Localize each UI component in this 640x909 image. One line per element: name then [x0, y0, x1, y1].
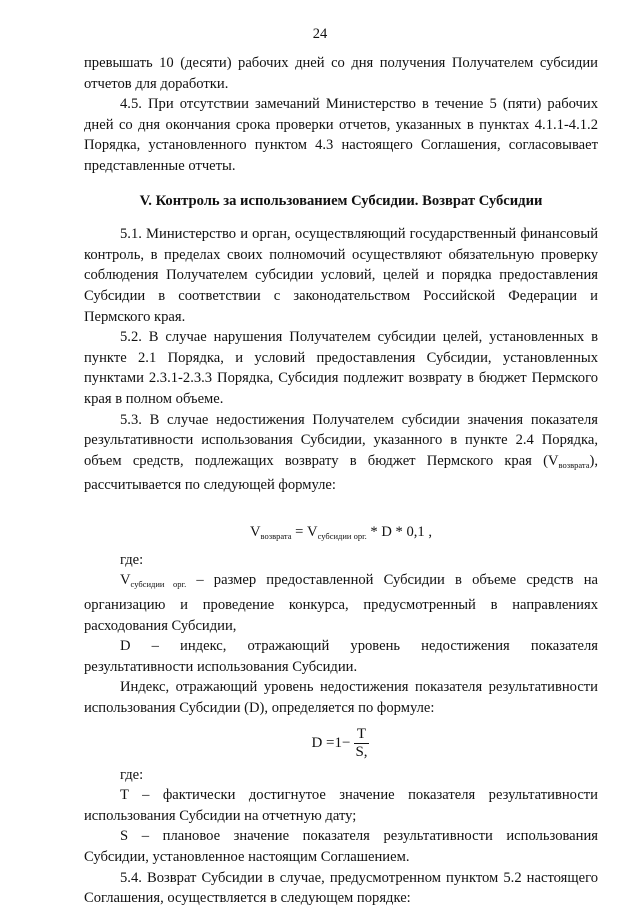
formula2-denominator: S, — [355, 743, 368, 760]
definition-d: D – индекс, отражающий уровень недостижения показателя результативности использования Субсидии. — [84, 638, 598, 675]
formula1-rest: * D * 0,1 , — [366, 523, 433, 540]
definition-s: S – плановое значение показателя результативности использования Субсидии, установленное настоящим Соглашением. — [84, 828, 598, 865]
page-number: 24 — [312, 26, 328, 42]
section-title: V. Контроль за использованием Субсидии. Возврат Субсидии — [139, 192, 543, 209]
formula2-numerator: T — [354, 726, 369, 744]
formula1-eq: = V — [291, 523, 318, 540]
paragraph-5-1: 5.1. Министерство и орган, осуществляющий государственный финансовый контроль, в пределах своих полномочий осуществляют обязательную проверку соблюдения Получателем субсидии условий, целей и порядка предоставления Субсидии в соответствии с законодательством Российской Федерации и Пермского края. — [84, 226, 598, 325]
def-v-text: – размер предоставленной Субсидии в объеме средств на организацию и проведение конкурса, предусмотренный в направлениях расходования Субсидии, — [84, 572, 598, 634]
formula-index-d — [84, 726, 598, 761]
where-label-2: где: — [120, 766, 144, 783]
formula2-lhs: D =1− — [311, 734, 351, 751]
definition-t: T – фактически достигнутое значение показателя результативности использования Субсидии на отчетную дату; — [84, 787, 598, 824]
document-body — [84, 53, 598, 909]
def-v-sub: субсидии орг. — [130, 579, 187, 590]
paragraph-index: Индекс, отражающий уровень недостижения показателя результативности использования Субсидии (D), определяется по формуле: — [84, 679, 598, 717]
definition-v-subsidy — [84, 570, 598, 636]
paragraph-5-2: 5.2. В случае нарушения Получателем субсидии целей, установленных в пункте 2.1 Порядка, и условий предоставления Субсидии, установленных пунктами 2.3.1-2.3.3 Порядка, Субсидия подлежит возврату в бюджет Пермского края в полном объеме. — [84, 329, 598, 407]
paragraph-5-3 — [84, 410, 598, 496]
paragraph-continuation: превышать 10 (десяти) рабочих дней со дня получения Получателем субсидии отчетов для доработки. — [84, 55, 598, 92]
formula-return-volume — [84, 522, 598, 546]
paragraph-5-4: 5.4. Возврат Субсидии в случае, предусмотренном пунктом 5.2 настоящего Соглашения, осуществляется в следующем порядке: — [84, 869, 598, 907]
v-return-subscript: возврата — [558, 459, 590, 470]
formula1-v-sub: возврата — [260, 530, 292, 541]
paragraph-5-3-text: 5.3. В случае недостижения Получателем субсидии значения показателя результативности использования Субсидии, указанного в пункте 2.4 Порядка, объем средств, подлежащих возврату в бюджет Пермского края (V — [84, 411, 598, 469]
def-v-symbol: V — [120, 572, 131, 589]
formula1-v: V — [249, 523, 261, 540]
where-label-1: где: — [120, 551, 144, 568]
formula1-rhs-sub: субсидии орг. — [317, 530, 367, 541]
paragraph-4-5: 4.5. При отсутствии замечаний Министерство в течение 5 (пяти) рабочих дней со дня окончания срока проверки отчетов, указанных в пунктах 4.1.1-4.1.2 Порядка, установленного пунктом 4.3 настоящего Соглашения, согласовывает представленные отчеты. — [84, 96, 598, 174]
formula2-fraction — [352, 726, 370, 761]
paragraph-5-3-tail: ), рассчитывается по следующей формуле: — [84, 452, 598, 494]
